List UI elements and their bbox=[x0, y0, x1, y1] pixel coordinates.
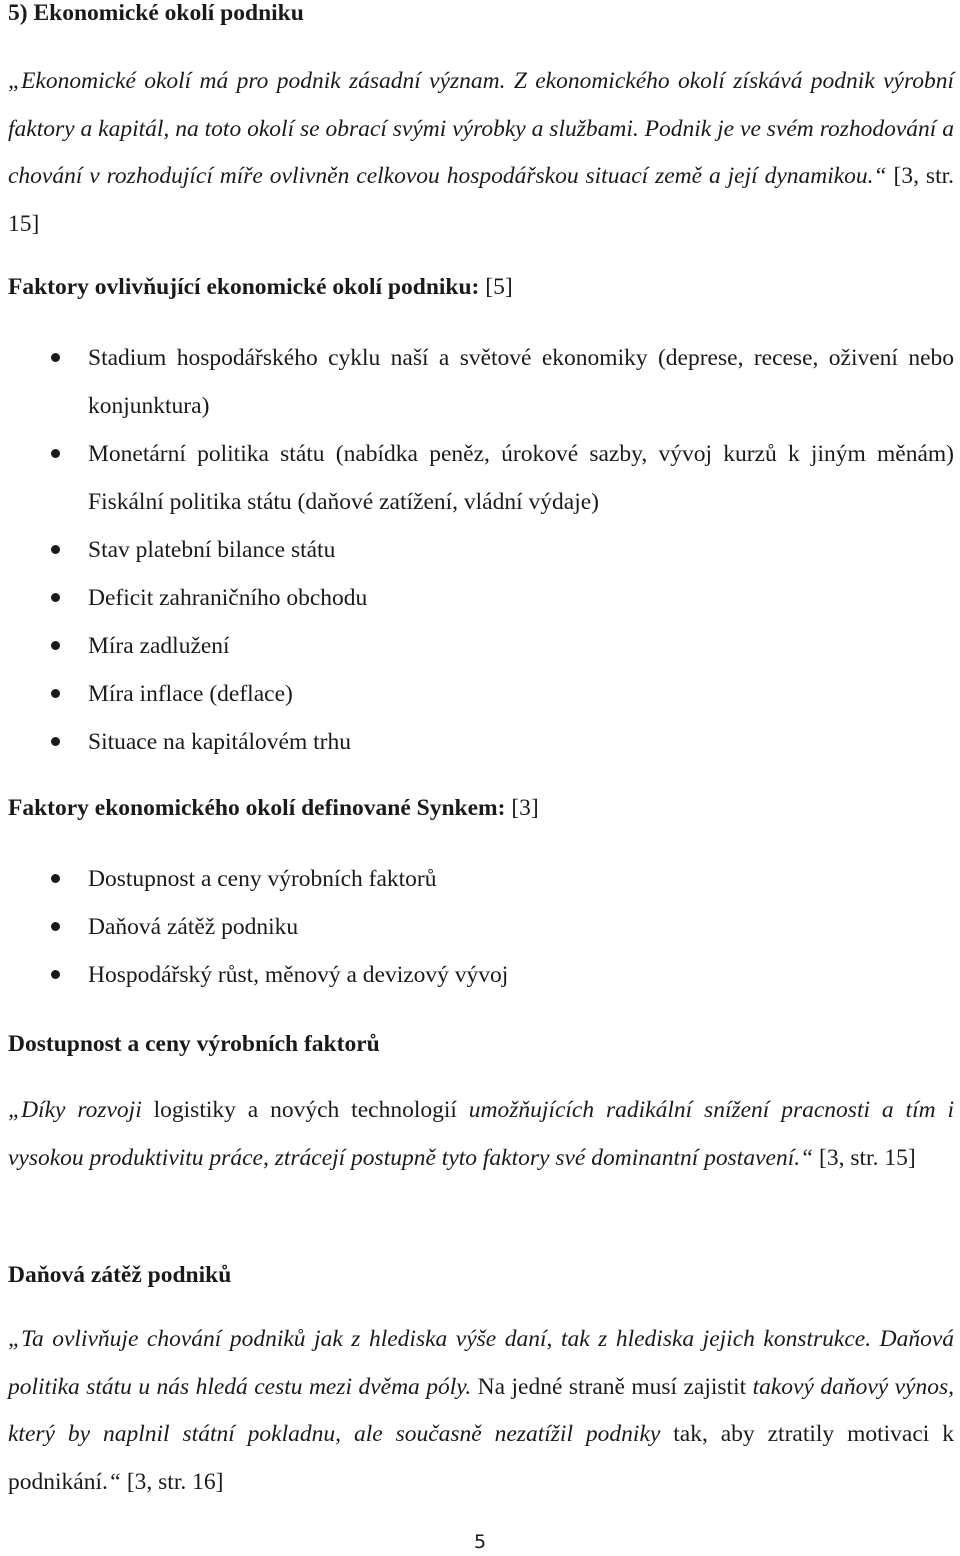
factors-list bbox=[8, 334, 954, 766]
list-item-text: Monetární politika státu (nabídka peněz, úrokové sazby, vývoj kurzů k jiným měnám) Fiskální politika státu (daňové zatížení, vládní výdaje) bbox=[88, 441, 954, 515]
dostupnost-quote-1: „Díky rozvoji bbox=[8, 1097, 142, 1123]
list-item bbox=[8, 622, 954, 670]
list-item-text: Stav platební bilance státu bbox=[88, 537, 336, 563]
list-item bbox=[8, 855, 954, 903]
danova-quote-close: “ bbox=[107, 1468, 121, 1495]
dostupnost-paragraph bbox=[8, 1087, 954, 1182]
dostupnost-quote-2: umožňujících radikální snížení pracnosti a tím i vysokou produktivitu práce, ztrácejí postupně tyto faktory své dominantní postavení.“ bbox=[8, 1097, 954, 1171]
factors-heading bbox=[8, 272, 513, 302]
list-item bbox=[8, 334, 954, 430]
list-item bbox=[8, 574, 954, 622]
list-item bbox=[8, 903, 954, 951]
synek-heading-citation: [3] bbox=[505, 795, 539, 821]
bullet-icon bbox=[51, 922, 60, 931]
list-item-text: Dostupnost a ceny výrobních faktorů bbox=[88, 866, 437, 892]
danova-citation: [3, str. 16] bbox=[120, 1468, 224, 1495]
danova-heading: Daňová zátěž podniků bbox=[8, 1262, 232, 1288]
list-item bbox=[8, 430, 954, 526]
synek-heading bbox=[8, 793, 539, 823]
list-item-text: Míra zadlužení bbox=[88, 633, 230, 659]
list-item-text: Hospodářský růst, měnový a devizový vývoj bbox=[88, 962, 509, 988]
list-item bbox=[8, 670, 954, 718]
dostupnost-citation: [3, str. 15] bbox=[813, 1144, 916, 1171]
list-item-text: Deficit zahraničního obchodu bbox=[88, 585, 368, 611]
danova-quote-2: takový daňový výnos, který by naplnil státní pokladnu, ale současně nezatížil podniky bbox=[8, 1373, 954, 1447]
intro-citation: [3, str. 15] bbox=[8, 163, 955, 237]
list-item bbox=[8, 718, 954, 766]
synek-list bbox=[8, 855, 954, 999]
dostupnost-text-1: logistiky a nových technologií bbox=[141, 1097, 469, 1123]
bullet-icon bbox=[51, 689, 60, 698]
bullet-icon bbox=[51, 353, 60, 362]
list-item-text: Situace na kapitálovém trhu bbox=[88, 729, 351, 755]
factors-heading-citation: [5] bbox=[479, 274, 513, 300]
bullet-icon bbox=[51, 874, 60, 883]
bullet-icon bbox=[51, 737, 60, 746]
intro-quote: „Ekonomické okolí má pro podnik zásadní význam. Z ekonomického okolí získává podnik výrobní faktory a kapitál, na toto okolí se obrací svými výrobky a službami. Podnik je ve svém rozhodování a chování v rozhodující míře ovlivněn celkovou hospodářskou situací země a její dynamikou.“ bbox=[8, 68, 954, 189]
danova-text-2: tak, aby ztratily motivaci k podnikání. bbox=[8, 1421, 954, 1495]
list-item bbox=[8, 526, 954, 574]
section-title: 5) Ekonomické okolí podniku bbox=[8, 0, 304, 26]
dostupnost-heading: Dostupnost a ceny výrobních faktorů bbox=[8, 1031, 380, 1057]
bullet-icon bbox=[51, 593, 60, 602]
bullet-icon bbox=[51, 449, 60, 458]
list-item-text: Míra inflace (deflace) bbox=[88, 681, 293, 707]
page-number: 5 bbox=[473, 1531, 487, 1553]
danova-text-1: Na jedné straně musí zajistit bbox=[471, 1373, 753, 1400]
bullet-icon bbox=[51, 545, 60, 554]
intro-paragraph bbox=[8, 58, 954, 248]
list-item-text: Daňová zátěž podniku bbox=[88, 914, 299, 940]
danova-quote-1: „Ta ovlivňuje chování podniků jak z hlediska výše daní, tak z hlediska jejich konstrukce. Daňová politika státu u nás hledá cestu mezi dvěma póly. bbox=[8, 1326, 954, 1400]
list-item bbox=[8, 951, 954, 999]
factors-heading-text: Faktory ovlivňující ekonomické okolí podniku: bbox=[8, 274, 480, 300]
bullet-icon bbox=[51, 970, 60, 979]
bullet-icon bbox=[51, 641, 60, 650]
synek-heading-text: Faktory ekonomického okolí definované Synkem: bbox=[8, 795, 506, 821]
danova-paragraph bbox=[8, 1316, 954, 1506]
list-item-text: Stadium hospodářského cyklu naší a světové ekonomiky (deprese, recese, oživení nebo konjunktura) bbox=[88, 345, 954, 419]
